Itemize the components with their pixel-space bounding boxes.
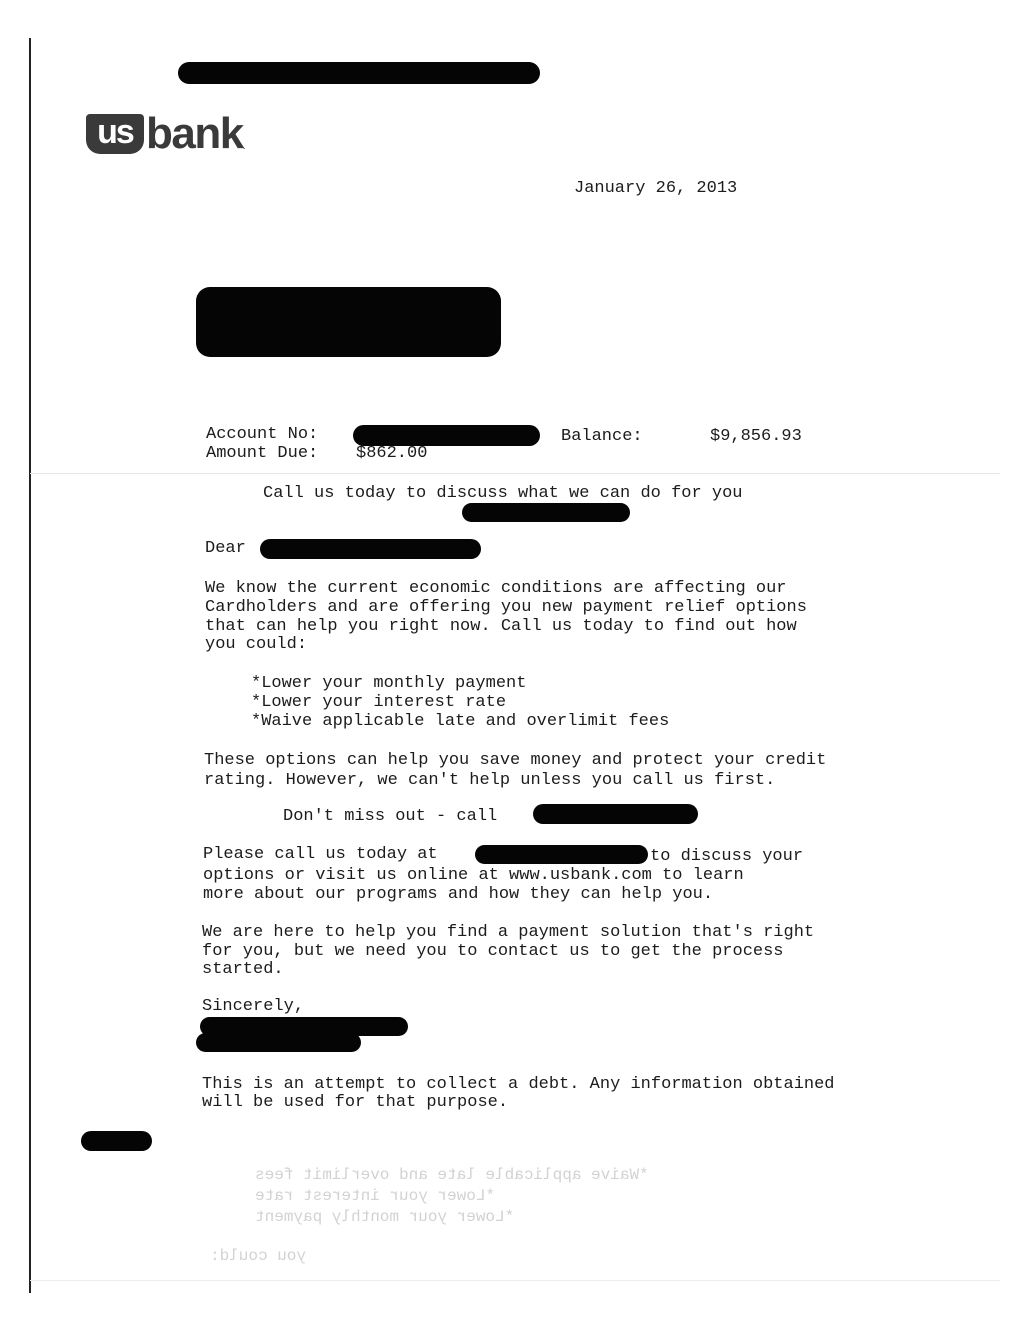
paragraph-1-line: that can help you right now. Call us today to find out how — [205, 617, 797, 636]
paragraph-3-line-end: to discuss your — [650, 847, 804, 866]
scan-bottom-rule — [30, 1280, 1000, 1281]
paragraph-2-line: rating. However, we can't help unless you call us first. — [204, 771, 776, 790]
redaction-recipient-name — [260, 539, 481, 559]
usbank-logo — [86, 110, 245, 158]
paragraph-3-line: more about our programs and how they can help you. — [203, 885, 714, 904]
redaction-signer-title — [196, 1033, 361, 1052]
show-through-line: you could: — [210, 1247, 307, 1265]
option-item: *Lower your interest rate — [251, 693, 507, 712]
paragraph-3-line: options or visit us online at www.usbank.com to learn — [203, 866, 744, 885]
redaction-phone-headline — [462, 503, 630, 522]
redaction-account-number — [353, 425, 540, 446]
disclaimer-line: will be used for that purpose. — [202, 1093, 509, 1112]
paragraph-4-line: for you, but we need you to contact us to get the process — [202, 942, 784, 961]
paragraph-4-line: started. — [202, 960, 284, 979]
logo-registered-mark: . — [242, 141, 246, 152]
dont-miss-line: Don't miss out - call — [283, 807, 498, 826]
amount-due-label: Amount Due: — [206, 444, 319, 463]
paragraph-4-line: We are here to help you find a payment solution that's right — [202, 923, 815, 942]
salutation: Dear — [205, 539, 246, 558]
balance-value: $9,856.93 — [710, 427, 802, 446]
logo-shield: us — [86, 114, 144, 154]
scan-rule — [30, 473, 1000, 474]
paragraph-1-line: Cardholders and are offering you new payment relief options — [205, 598, 807, 617]
show-through-line: *Lower your interest rate — [255, 1187, 496, 1205]
redaction-address-block — [196, 287, 501, 357]
headline: Call us today to discuss what we can do for you — [263, 484, 743, 503]
logo-word: bank — [146, 109, 243, 158]
letter-date: January 26, 2013 — [574, 179, 738, 198]
show-through-line: *Waive applicable late and overlimit fees — [255, 1166, 649, 1184]
redaction-footer-code — [81, 1131, 152, 1151]
disclaimer-line: This is an attempt to collect a debt. Any information obtained — [202, 1075, 835, 1094]
redaction-header — [178, 62, 540, 84]
paragraph-2-line: These options can help you save money and protect your credit — [204, 751, 827, 770]
option-item: *Lower your monthly payment — [251, 674, 527, 693]
show-through-line: *Lower your monthly payment — [255, 1208, 515, 1226]
paragraph-1-line: We know the current economic conditions are affecting our — [205, 579, 787, 598]
amount-due-value: $862.00 — [356, 444, 428, 463]
closing: Sincerely, — [202, 997, 305, 1016]
account-number-label: Account No: — [206, 425, 319, 444]
redaction-phone-call — [533, 804, 698, 824]
option-item: *Waive applicable late and overlimit fees — [251, 712, 670, 731]
paragraph-1-line: you could: — [205, 635, 308, 654]
page-edge — [29, 38, 31, 1293]
redaction-phone-inline — [475, 845, 648, 864]
balance-label: Balance: — [561, 427, 643, 446]
paragraph-3-line-start: Please call us today at — [203, 845, 438, 864]
